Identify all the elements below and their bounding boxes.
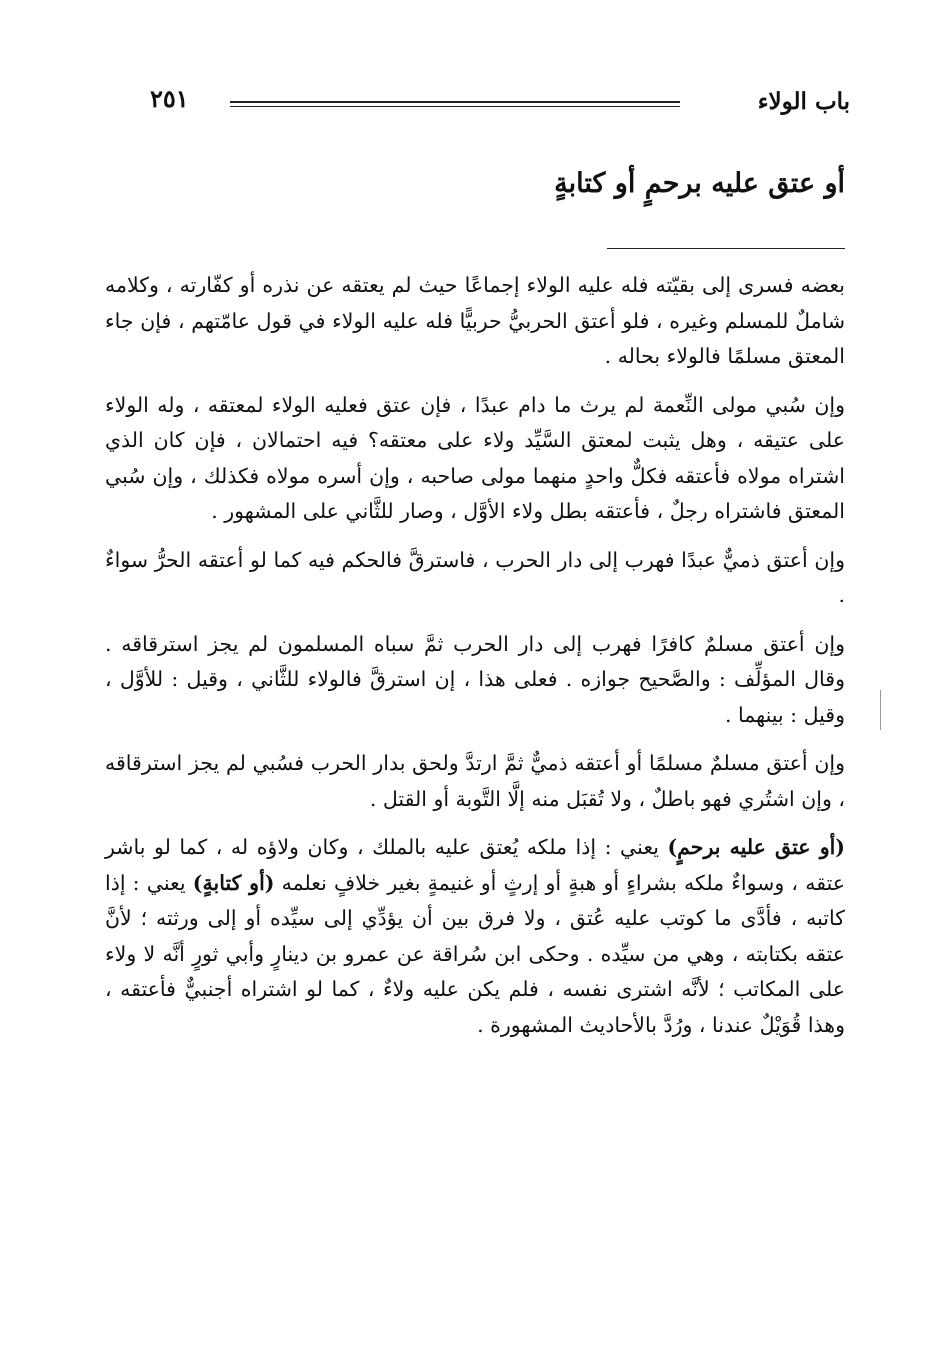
paragraph: وإن أعتق ذميٌّ عبدًا فهرب إلى دار الحرب ، فاسترقَّ فالحكم فيه كما لو أعتقه الحرُّ سواءٌ . (105, 547, 845, 607)
paragraph: وإن أعتق مسلمٌ مسلمًا أو أعتقه ذميٌّ ثمَّ ارتدَّ ولحق بدار الحرب فسُبي لم يجز استرقاقه ، وإن اشتُري فهو باطلٌ ، ولا تُقبَل منه إلَّا التَّوبة أو القتل . (105, 751, 845, 811)
matn-heading: أو عتق عليه برحمٍ أو كتابةٍ (554, 168, 845, 199)
chapter-title: باب الولاء (757, 88, 850, 115)
running-header (150, 82, 850, 122)
paragraph: وإن أعتق مسلمٌ كافرًا فهرب إلى دار الحرب ثمَّ سباه المسلمون لم يجز استرقاقه . وقال المؤلِّف : والصَّحيح جوازه . فعلى هذا ، إن استرقَّ فالولاء للثَّاني ، وقيل : للأوَّل ، وقيل : بينهما . (105, 631, 845, 727)
matn-quote: (أو كتابةٍ) (192, 870, 275, 895)
paragraph-commentary (105, 830, 845, 1043)
page-number: ٢٥١ (150, 84, 189, 113)
section-separator (607, 248, 845, 249)
matn-quote: (أو عتق عليه برحمٍ) (667, 835, 845, 859)
margin-mark (880, 690, 881, 730)
commentary-text: يعني : إذا ملكه يُعتق عليه بالملك ، وكان ولاؤه له ، كما لو باشر عتقه ، وسواءٌ ملكه بشراءٍ أو هبةٍ أو إرثٍ أو غنيمةٍ بغير خلافٍ نعلمه (105, 835, 845, 895)
paragraph: وإن سُبي مولى النِّعمة لم يرث ما دام عبدًا ، فإن عتق فعليه الولاء لمعتقه ، وله الولاء على عتيقه ، وهل يثبت لمعتق السَّيِّد ولاء على معتقه؟ فيه احتمالان ، فإن كان الذي اشتراه مولاه فأعتقه فكلٌّ واحدٍ منهما مولى صاحبه ، وإن أسره مولاه فكذلك ، وإن سُبي المعتق فاشتراه رجلٌ ، فأعتقه بطل ولاء الأوَّل ، وصار للثَّاني على المشهور . (105, 392, 845, 523)
header-rule (230, 101, 680, 103)
commentary-text: يعني : إذا كاتبه ، فأدَّى ما كوتب عليه عُتق ، ولا فرق بين أن يؤدِّي إلى سيِّده أو إلى ورثته ؛ لأنَّ عتقه بكتابته ، وهي من سيِّده . وحكى ابن سُراقة عن عمرو بن دينارٍ وأبي ثورٍ أنَّه لا ولاء على المكاتب ؛ لأنَّه اشترى نفسه ، فلم يكن عليه ولاءٌ ، كما لو اشتراه أجنبيٌّ فأعتقه ، وهذا قُوَيْلٌ عندنا ، ورُدَّ بالأحاديث المشهورة . (105, 870, 845, 1037)
commentary-body (105, 268, 845, 1056)
paragraph: بعضه فسرى إلى بقيّته فله عليه الولاء إجماعًا حيث لم يعتقه عن نذره أو كفّارته ، وكلامه شاملٌ للمسلم وغيره ، فلو أعتق الحربيُّ حربيًّا فله عليه الولاء في قول عامّتهم ، فإن جاء المعتق مسلمًا فالولاء بحاله . (105, 273, 845, 368)
